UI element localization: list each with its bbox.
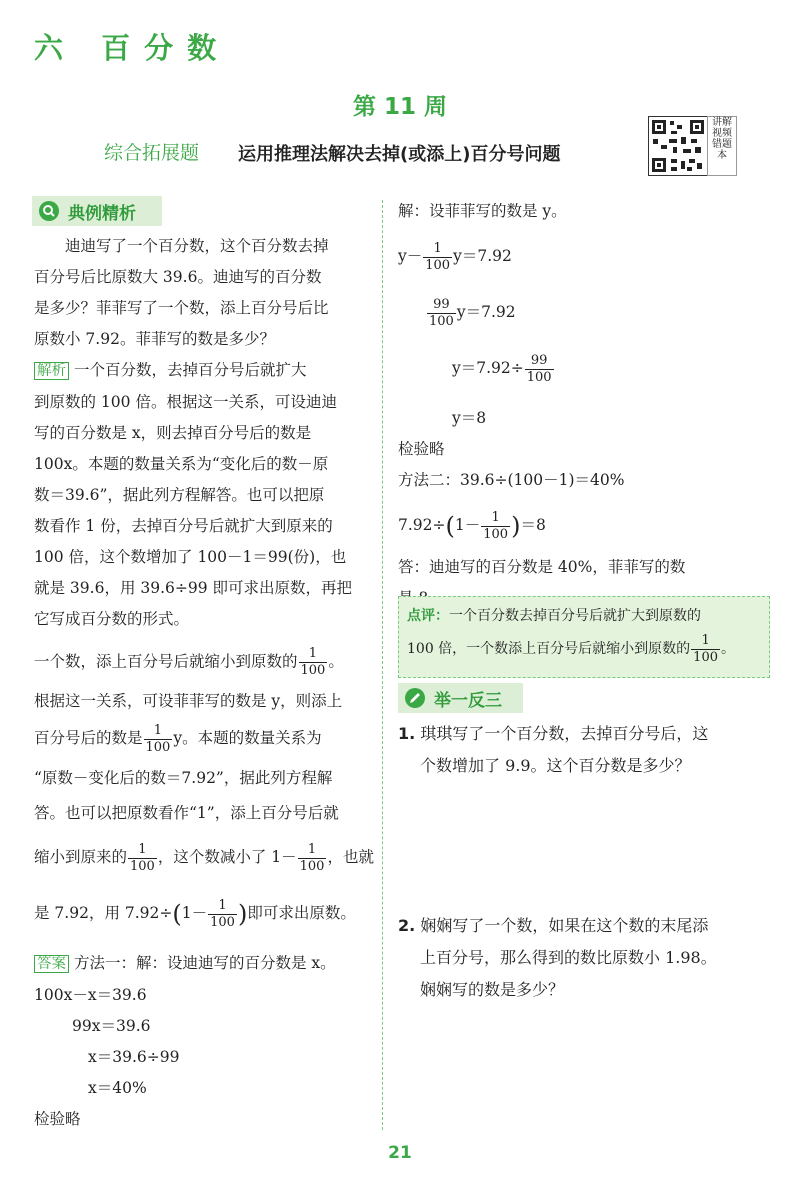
comment-box [398, 596, 770, 678]
equation-line: 99x＝39.6 [72, 1017, 151, 1035]
fraction: $\frac{1}{100}$ [483, 509, 509, 542]
magnifier-icon [38, 200, 60, 222]
equation-line: 100x－x＝39.6 [34, 986, 147, 1004]
fraction: $\frac{99}{100}$ [429, 296, 454, 329]
equation-line: 解：设菲菲写的数是 y。 [398, 202, 567, 220]
column-divider [382, 200, 383, 1130]
topic-category: 综合拓展题 [104, 142, 200, 164]
practice-q1: 1. 琪琪写了一个百分数，去掉百分号后，这 个数增加了 9.9。这个百分数是多少？ [398, 724, 709, 775]
fraction: $\frac{1}{100}$ [130, 841, 155, 874]
equation-line: 7.92÷(1－ $\frac{1}{100}$ )＝8 [398, 509, 546, 542]
equation-line: y＝8 [452, 409, 487, 427]
comment-text: 点评：一个百分数去掉百分号后就扩大到原数的 100 倍，一个数添上百分号后就缩小到原数的 $\frac{1}{100}$ 。 [407, 608, 735, 665]
analysis-block-2 [34, 646, 379, 937]
equation-line: x＝39.6÷99 [88, 1048, 180, 1066]
analysis-line: 它写成百分数的形式。 [34, 610, 190, 628]
pencil-icon [404, 687, 426, 709]
equation-line: x＝40% [88, 1079, 147, 1097]
comment-label: 点评： [407, 608, 449, 624]
example-problem [34, 231, 379, 355]
fraction: $\frac{1}{100}$ [210, 897, 235, 930]
topic-title: 运用推理法解决去掉(或添上)百分号问题 [238, 144, 561, 165]
analysis-line: 写的百分数是 x，则去掉百分号后的数是 [34, 424, 312, 442]
qr-label: 讲解视频 错题本 [707, 116, 737, 176]
answer-label: 答案 [34, 955, 69, 973]
analysis-line: 数＝39.6”，据此列方程解答。也可以把原 [34, 486, 325, 504]
analysis2-line: 根据这一关系，可设菲菲写的数是 y，则添上 [34, 692, 343, 710]
check-text: 检验略 [34, 1110, 81, 1128]
page-number: 21 [388, 1143, 412, 1163]
qr-code[interactable] [648, 116, 708, 176]
method2-line: 方法二：39.6÷(100－1)＝40% [398, 471, 625, 489]
problem-line: 原数小 7.92。菲菲写的数是多少？ [34, 330, 275, 348]
analysis-label: 解析 [34, 362, 69, 380]
problem-line: 是多少？菲菲写了一个数，添上百分号后比 [34, 299, 329, 317]
answer-intro: 答案 方法一：解：设迪迪写的百分数是 x。 [34, 948, 379, 980]
check-text: 检验略 [398, 440, 445, 458]
answer-block [34, 948, 379, 1135]
fraction: $\frac{1}{100}$ [299, 841, 325, 874]
fraction: $\frac{1}{100}$ [425, 240, 451, 273]
analysis-line: 到原数的 100 倍。根据这一关系，可设迪迪 [34, 393, 337, 411]
analysis-line: 就是 39.6，用 39.6÷99 即可求出原数，再把 [34, 579, 353, 597]
fraction: $\frac{1}{100}$ [145, 722, 171, 755]
fraction: $\frac{1}{100}$ [300, 646, 326, 678]
practice-q2: 2. 娴娴写了一个数，如果在这个数的末尾添 上百分号，那么得到的数比原数小 1.98。 娴娴写的数是多少？ [398, 916, 717, 999]
week-title: 第 11 周 [352, 94, 448, 120]
problem-line: 迪迪写了一个百分数，这个百分数去掉 [65, 237, 329, 255]
section-practice-title: 举一反三 [434, 690, 502, 711]
equation-line: $\frac{99}{100}$ y＝7.92 [429, 296, 516, 329]
equation-line: y＝7.92÷ $\frac{99}{100}$ [452, 352, 552, 385]
analysis-line: 解析 一个百分数，去掉百分号后就扩大 [34, 355, 379, 387]
question-number: 1. [398, 724, 416, 743]
analysis-block [34, 355, 379, 635]
problem-line: 百分号后比原数大 39.6。迪迪写的百分数 [34, 268, 322, 286]
analysis-line: 数看作 1 份，去掉百分号后就扩大到原来的 [34, 517, 333, 535]
analysis2-line: 百分号后的数是 $\frac{1}{100}$ y。本题的数量关系为 [34, 722, 322, 755]
section-example-title: 典例精析 [68, 203, 136, 224]
analysis2-line: 一个数，添上百分号后就缩小到原数的 $\frac{1}{100}$ 。 [34, 646, 344, 678]
analysis2-line: 是 7.92，用 7.92÷(1－ $\frac{1}{100}$ )即可求出原数。 [34, 897, 356, 930]
fraction: $\frac{99}{100}$ [526, 352, 552, 385]
analysis2-line: 答。也可以把原数看作“1”，添上百分号后就 [34, 804, 339, 822]
fraction: $\frac{1}{100}$ [693, 632, 718, 665]
right-solution [398, 196, 778, 614]
analysis-line: 100 倍，这个数增加了 100－1＝99(份)，也 [34, 548, 347, 566]
analysis2-line: 缩小到原来的 $\frac{1}{100}$ ，这个数减小了 1－ $\frac{1}{100}$ ，也就 [34, 841, 374, 874]
section-practice-header [398, 683, 523, 713]
equation-line: y－ $\frac{1}{100}$ y＝7.92 [398, 240, 512, 273]
chapter-title: 六 百分数 [34, 31, 231, 65]
final-answer-line: 答：迪迪写的百分数是 40%，菲菲写的数 [398, 558, 686, 576]
question-number: 2. [398, 916, 416, 935]
section-example-header [32, 196, 162, 226]
analysis2-line: “原数－变化后的数＝7.92”，据此列方程解 [34, 769, 333, 787]
analysis-line: 100x。本题的数量关系为“变化后的数－原 [34, 455, 329, 473]
